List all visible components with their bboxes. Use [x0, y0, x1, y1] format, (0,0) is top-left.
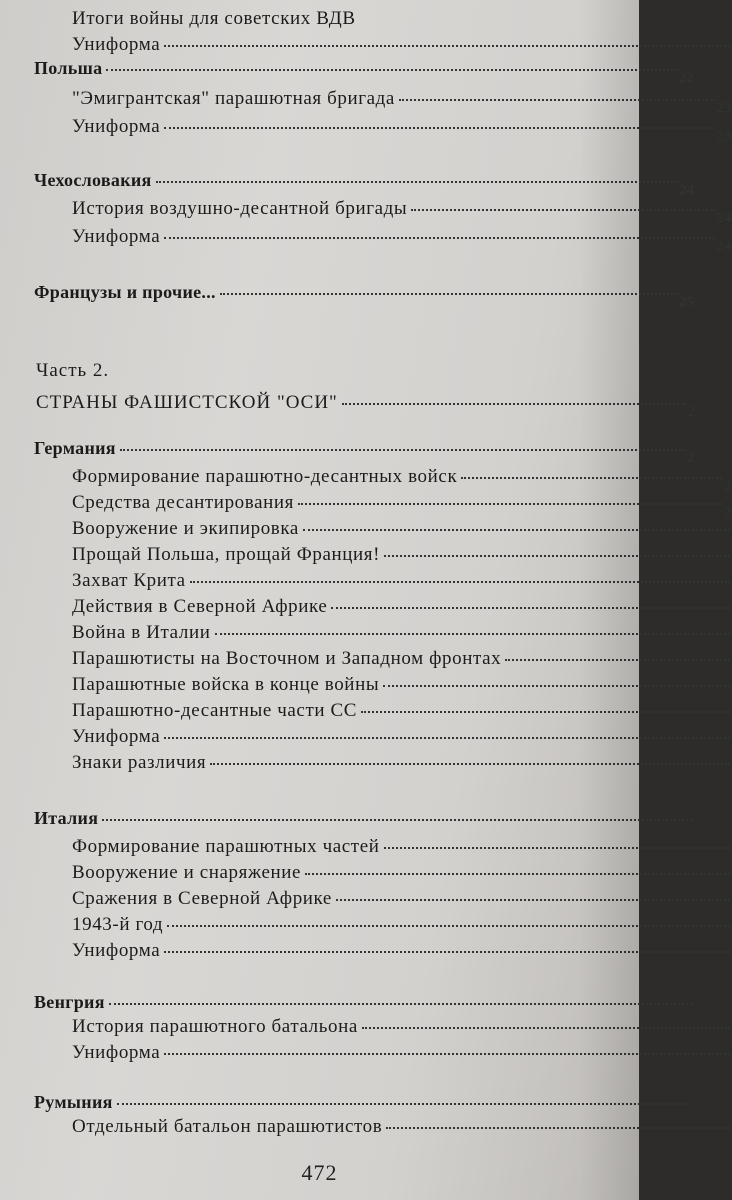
- toc-heading: [0, 170, 694, 198]
- toc-entry: [0, 914, 732, 936]
- toc-entry-label: 1943-й год: [72, 914, 164, 935]
- toc-entry-page: 2: [724, 505, 732, 520]
- toc-entry-label: Униформа: [72, 226, 161, 247]
- toc-entry: [0, 570, 732, 592]
- toc-entry-label: Действия в Северной Африке: [72, 596, 328, 617]
- toc-entry-page: 25: [679, 295, 694, 310]
- dot-leader: [362, 1026, 730, 1029]
- toc-entry-label: Знаки различия: [72, 752, 207, 773]
- toc-entry-label: Отдельный батальон парашютистов: [72, 1116, 383, 1137]
- dot-leader: [164, 126, 715, 129]
- toc-entry-label: Униформа: [72, 940, 161, 961]
- toc-heading: [0, 992, 694, 1013]
- page-number: 472: [301, 1160, 338, 1185]
- toc-heading: [0, 282, 694, 310]
- dot-leader: [383, 684, 730, 687]
- dot-leader: [102, 818, 692, 821]
- toc-entry-label: Вооружение и экипировка: [72, 518, 299, 539]
- dot-leader: [164, 44, 730, 47]
- toc-entry: [0, 226, 732, 254]
- toc-part-title: [0, 392, 696, 420]
- dot-leader: [331, 606, 730, 609]
- toc-entry-label: Польша: [34, 58, 103, 78]
- toc-entry-label: Венгрия: [34, 992, 105, 1012]
- toc-entry-label: Война в Италии: [72, 622, 211, 643]
- dot-leader: [120, 448, 685, 451]
- toc-entry-label: Формирование парашютно-десантных войск: [72, 466, 458, 487]
- toc-entry-label: Итоги войны для советских ВДВ: [72, 8, 356, 29]
- dot-leader: [461, 476, 722, 479]
- dot-leader: [303, 528, 730, 531]
- toc-entry-label: Румыния: [34, 1092, 113, 1112]
- dot-leader: [399, 98, 715, 101]
- toc-entry-page: 23: [716, 101, 732, 116]
- toc-entry-label: Парашютно-десантные части СС: [72, 700, 358, 721]
- toc-heading: [0, 58, 694, 86]
- toc-entry-label: Прощай Польша, прощай Франция!: [72, 544, 381, 565]
- toc-entry: [0, 648, 732, 670]
- toc-entry-label: Средства десантирования: [72, 492, 295, 513]
- toc-entry-label: Германия: [34, 438, 116, 458]
- toc-entry-label: Чехословакия: [34, 170, 152, 190]
- dot-leader: [384, 846, 730, 849]
- toc-entry-label: Униформа: [72, 1042, 161, 1063]
- toc-entry-page: 24: [716, 239, 732, 254]
- toc-entry-label: Формирование парашютных частей: [72, 836, 380, 857]
- toc-entry: [0, 940, 732, 962]
- dot-leader: [106, 68, 677, 71]
- toc-entry: [0, 622, 732, 644]
- dot-leader: [164, 950, 730, 953]
- dot-leader: [109, 1002, 692, 1005]
- toc-entry: [0, 596, 732, 618]
- dot-leader: [220, 292, 678, 295]
- dot-leader: [167, 924, 730, 927]
- toc-entry-label: СТРАНЫ ФАШИСТСКОЙ "ОСИ": [36, 392, 338, 413]
- toc-entry-page: 2: [688, 405, 696, 420]
- dot-leader: [342, 402, 686, 405]
- toc-entry: [0, 700, 732, 722]
- toc-heading: [0, 808, 694, 829]
- dot-leader: [117, 1102, 692, 1105]
- toc-entry-label: Парашютисты на Восточном и Западном фронтах: [72, 648, 502, 669]
- toc-entry-page: 2: [724, 479, 732, 494]
- toc-entry-page: 24: [679, 183, 694, 198]
- toc-entry: [0, 752, 732, 774]
- toc-entry: [0, 674, 732, 696]
- toc-entry-label: История воздушно-десантной бригады: [72, 198, 408, 219]
- dot-leader: [411, 208, 715, 211]
- dot-leader: [215, 632, 731, 635]
- dot-leader: [190, 580, 730, 583]
- toc-entry-label: Италия: [34, 808, 99, 828]
- toc-entry: [0, 466, 732, 494]
- toc-entry: [0, 1016, 732, 1038]
- dot-leader: [164, 736, 730, 739]
- toc-entry: [0, 116, 732, 144]
- dot-leader: [305, 872, 730, 875]
- dot-leader: [384, 554, 730, 557]
- toc-part-title: [0, 360, 696, 382]
- toc-entry-label: "Эмигрантская" парашютная бригада: [72, 88, 395, 109]
- toc-entry-label: Часть 2.: [36, 360, 110, 381]
- toc-entry: [0, 1116, 732, 1138]
- toc-entry: [0, 862, 732, 884]
- toc-entry: [0, 888, 732, 910]
- toc-entry-label: Парашютные войска в конце войны: [72, 674, 380, 695]
- dot-leader: [164, 236, 715, 239]
- toc-entry: [0, 1042, 732, 1064]
- toc-entry: [0, 518, 732, 540]
- toc-entry: [0, 34, 732, 56]
- toc-entry-label: Униформа: [72, 726, 161, 747]
- toc-entry-page: 24: [716, 211, 732, 226]
- toc-entry-label: Вооружение и снаряжение: [72, 862, 302, 883]
- toc-entry: [0, 198, 732, 226]
- toc-entry: [0, 8, 732, 30]
- toc-heading: [0, 438, 694, 466]
- toc-entry-page: 2: [686, 451, 694, 466]
- toc-entry-label: История парашютного батальона: [72, 1016, 358, 1037]
- toc-entry-label: Французы и прочие...: [34, 282, 216, 302]
- toc-entry: [0, 726, 732, 748]
- dot-leader: [336, 898, 730, 901]
- dot-leader: [210, 762, 730, 765]
- toc-entry-label: Захват Крита: [72, 570, 186, 591]
- toc-entry: [0, 492, 732, 520]
- dot-leader: [361, 710, 730, 713]
- toc-entry: [0, 88, 732, 116]
- dot-leader: [164, 1052, 730, 1055]
- toc-heading: [0, 1092, 694, 1113]
- toc-entry: [0, 836, 732, 858]
- dot-leader: [505, 658, 730, 661]
- toc-entry-page: 22: [679, 71, 694, 86]
- toc-entry: [0, 544, 732, 566]
- toc-entry-page: 23: [716, 129, 732, 144]
- toc-entry-label: Униформа: [72, 34, 161, 55]
- toc-entry-label: Униформа: [72, 116, 161, 137]
- toc-entry-label: Сражения в Северной Африке: [72, 888, 332, 909]
- dot-leader: [156, 180, 678, 183]
- dot-leader: [298, 502, 722, 505]
- dot-leader: [386, 1126, 730, 1129]
